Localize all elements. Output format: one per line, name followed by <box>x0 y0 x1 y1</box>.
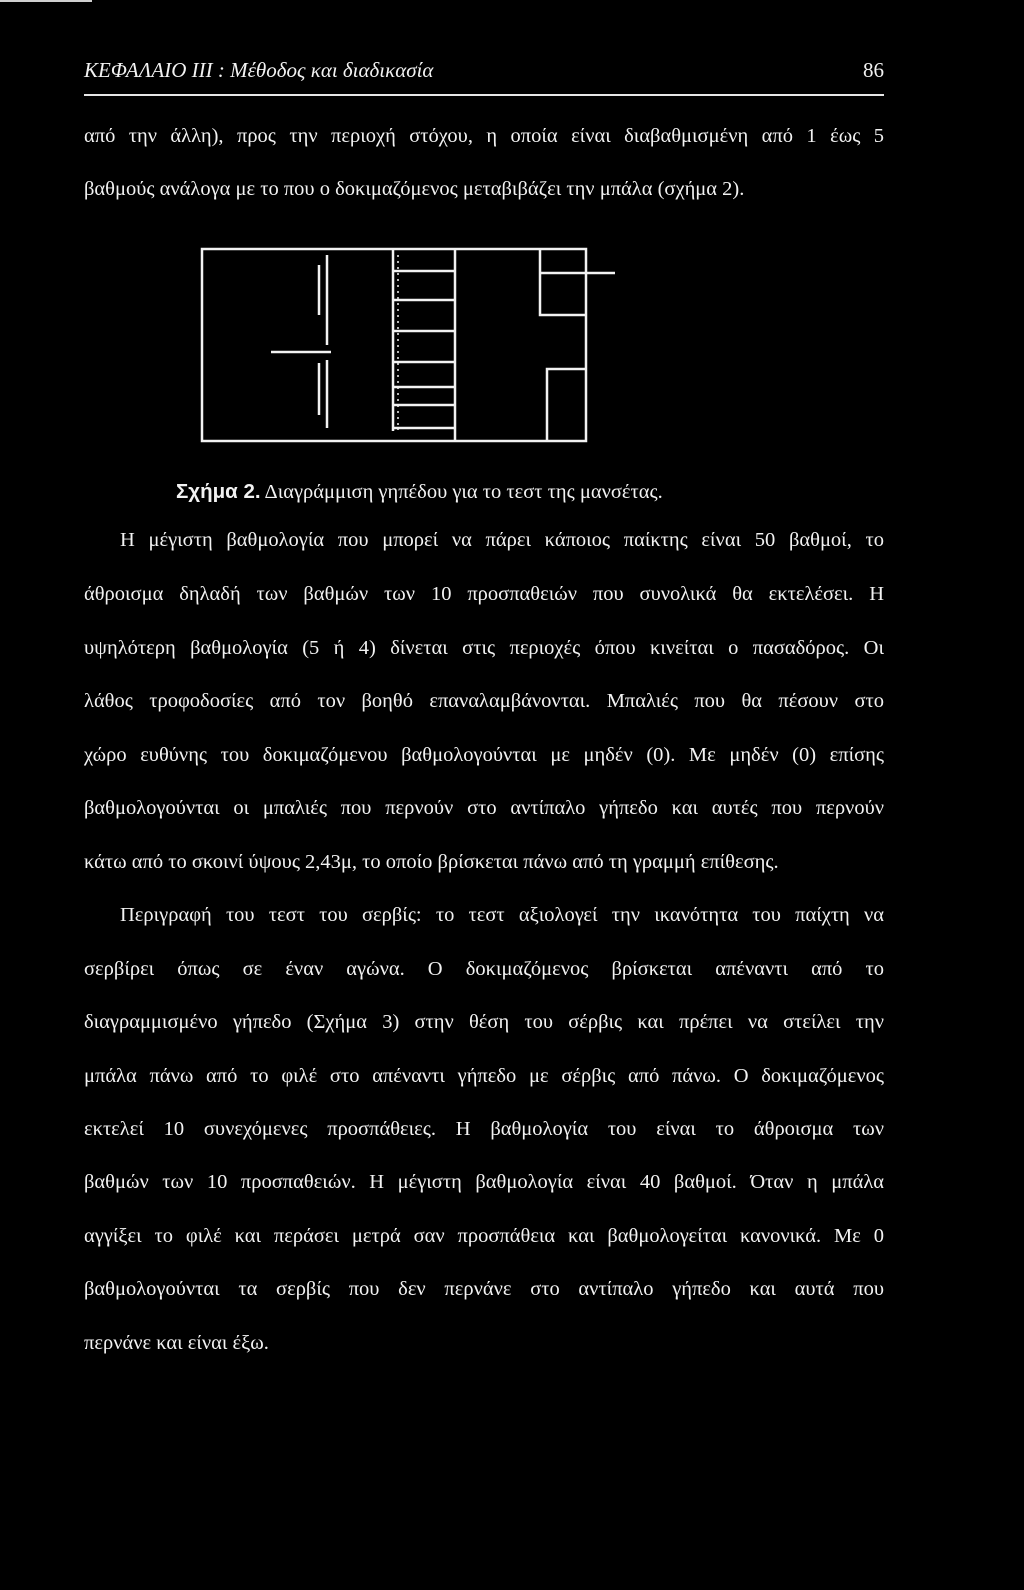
running-header <box>84 54 884 96</box>
figure-label: Σχήμα 2. <box>176 480 261 503</box>
paragraph-2-line-4: λάθος τροφοδοσίες από τον βοηθό επαναλαμβάνονται. Μπαλιές που θα πέσουν στο <box>84 690 884 712</box>
right-lower-box <box>547 369 585 441</box>
paragraph-2-line-6: βαθμολογούνται οι μπαλιές που περνούν στο αντίπαλο γήπεδο και αυτές που περνούν <box>84 797 884 819</box>
paragraph-3-line-4: μπάλα πάνω από το φιλέ στο απέναντι γήπεδο με σέρβις από πάνω. Ο δοκιμαζόμενος <box>84 1065 884 1087</box>
figure-caption-text: Διαγράμμιση γηπέδου για το τεστ της μανσέτας. <box>260 481 663 503</box>
paragraph-1-line-1: από την άλλη), προς την περιοχή στόχου, η οποία είναι διαβαθμισμένη από 1 έως 5 <box>84 125 884 147</box>
paragraph-1-line-2: βαθμούς ανάλογα με το που ο δοκιμαζόμενος μεταβιβάζει την μπάλα (σχήμα 2). <box>84 178 745 200</box>
paragraph-2-line-5: χώρο ευθύνης του δοκιμαζόμενου βαθμολογούνται με μηδέν (0). Με μηδέν (0) επίσης <box>84 744 884 766</box>
paragraph-3-line-5: εκτελεί 10 συνεχόμενες προσπάθειες. Η βαθμολογία του είναι το άθροισμα των <box>84 1118 884 1140</box>
paragraph-3-line-9: περνάνε και είναι έξω. <box>84 1332 269 1354</box>
court-diagram <box>195 245 635 450</box>
top-edge-mark <box>0 0 92 5</box>
paragraph-2-line-2: άθροισμα δηλαδή των βαθμών των 10 προσπαθειών που συνολικά θα εκτελέσει. Η <box>84 583 884 605</box>
page-number: 86 <box>863 58 884 82</box>
paragraph-2-line-1: Η μέγιστη βαθμολογία που μπορεί να πάρει κάποιος παίκτης είναι 50 βαθμοί, το <box>120 529 884 551</box>
chapter-title: ΚΕΦΑΛΑΙΟ ΙΙΙ : Μέθοδος και διαδικασία <box>84 58 434 82</box>
figure-caption <box>176 480 663 504</box>
right-upper-box <box>540 249 585 315</box>
paragraph-2-line-7: κάτω από το σκοινί ύψους 2,43μ, το οποίο βρίσκεται πάνω από τη γραμμή επίθεσης. <box>84 851 779 873</box>
paragraph-3-line-1: Περιγραφή του τεστ του σερβίς: το τεστ αξιολογεί την ικανότητα του παίχτη να <box>120 904 884 926</box>
paragraph-3-line-8: βαθμολογούνται τα σερβίς που δεν περνάνε στο αντίπαλο γήπεδο και αυτά που <box>84 1278 884 1300</box>
paragraph-3-line-6: βαθμών των 10 προσπαθειών. Η μέγιστη βαθμολογία είναι 40 βαθμοί. Όταν η μπάλα <box>84 1171 884 1193</box>
paragraph-3-line-3: διαγραμμισμένο γήπεδο (Σχήμα 3) στην θέση του σέρβις και πρέπει να στείλει την <box>84 1011 884 1033</box>
paragraph-3-line-2: σερβίρει όπως σε έναν αγώνα. Ο δοκιμαζόμενος βρίσκεται απέναντι από το <box>84 958 884 980</box>
paragraph-3-line-7: αγγίξει το φιλέ και περάσει μετρά σαν προσπάθεια και βαθμολογείται κανονικά. Με 0 <box>84 1225 884 1247</box>
paragraph-2-line-3: υψηλότερη βαθμολογία (5 ή 4) δίνεται στις περιοχές όπου κινείται ο πασαδόρος. Οι <box>84 637 884 659</box>
